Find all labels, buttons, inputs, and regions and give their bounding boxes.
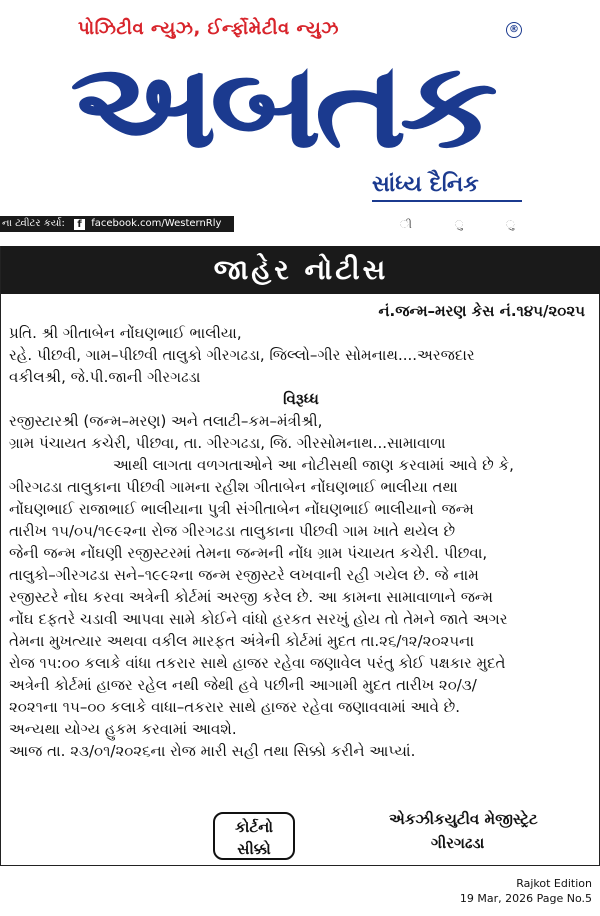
stamp-line: સીક્કો <box>237 840 271 858</box>
masthead-tagline: પોઝિટીવ ન્યુઝ, ઈર્ન્ફોમેટીવ ન્યુઝ <box>78 18 339 39</box>
notice-body <box>9 300 593 762</box>
masthead <box>0 0 600 212</box>
respondent-line: રજીસ્ટારશ્રી (જન્મ–મરણ) અને તલાટી–કમ–મંત્રીશ્રી, <box>9 412 323 430</box>
case-number: નં.જન્મ–મરણ કેસ નં.૧૪૫/૨૦૨૫ <box>378 302 585 320</box>
registered-mark-icon: ® <box>506 22 522 38</box>
para-line: અત્રેની કોર્ટમાં હાજર રહેલ નથી જેથી હવે પછીની આગામી મુદત તારીખ ૨૦/૩/ <box>9 676 477 694</box>
brand-logo <box>70 30 530 180</box>
para-line: તેમના મુખત્યાર અથવા વકીલ મારફત અંત્રેની કોર્ટમાં મુદત તા.૨૬/૧૨/૨૦૨૫ના <box>9 632 474 650</box>
notice-heading: જાહેર નોટીસ <box>1 246 600 294</box>
para-line: ગીરગઢડા તાલુકાના પીછવી ગામના રહીશ ગીતાબેન નોંઘણભાઈ ભાલીયા તથા <box>9 478 458 496</box>
para-line: તારીખ ૧૫/૦૫/૧૯૯૨ના રોજ ગીરગઢડા તાલુકાના પીછવી ગામ ખાતે થયેલ છે <box>9 522 456 540</box>
para-line: આજ તા. ૨૩/૦૧/૨૦૨૬ના રોજ મારી સહી તથા સિક્કો કરીને આપ્યાં. <box>9 742 416 760</box>
para-line: જેની જન્મ નોંઘણી રજીસ્ટરમાં તેમના જન્મની નોંધ ગ્રામ પંચાયત કચેરી. પીછવા, <box>9 544 488 562</box>
facebook-icon: f <box>74 219 85 230</box>
signatory-title: એકઝીકયુટીવ મેજીસ્ટ્રેટ <box>389 810 538 828</box>
masthead-subtitle: સાંધ્ય દૈનિક <box>372 172 479 197</box>
para-line: આથી લાગતા વળગતાઓને આ નોટીસથી જાણ કરવામાં આવે છે કે, <box>113 456 514 474</box>
notice-line: પ્રતિ. શ્રી ગીતાબેન નોંઘણભાઈ ભાલીયા, <box>9 324 242 342</box>
court-seal-stamp <box>213 812 295 860</box>
para-line: રોજ ૧૫:૦૦ કલાકે વાંધા તકરાર સાથે હાજર રહેવા જણાવેલ પરંતુ કોઈ પક્ષકાર મુદતે <box>9 654 506 672</box>
para-line: તાલુકો–ગીરગઢડા સને–૧૯૯૨ના જન્મ રજીસ્ટરે લખવાની રહી ગયેલ છે. જે નામ <box>9 566 479 584</box>
edition-date-page: 19 Mar, 2026 Page No.5 <box>459 892 592 905</box>
signatory-place: ગીરગઢડા <box>431 834 485 852</box>
top-strip <box>0 216 600 232</box>
para-line: અન્યથા યોગ્ય હુકમ કરવામાં આવશે. <box>9 720 237 738</box>
subtitle-underline <box>372 200 522 202</box>
respondent-line: ગ્રામ પંચાયત કચેરી, પીછવા, તા. ગીરગઢડા, જિ. ગીરસોમનાથ...સામાવાળા <box>9 434 446 452</box>
versus-label: વિરૂધ્ધ <box>283 390 319 408</box>
edition-name: Rajkot Edition <box>516 877 592 890</box>
para-line: રજીસ્ટરે નોઘ કરવા અત્રેની કોર્ટમાં અરજી કરેલ છે. આ કામના સામાવાળાને જન્મ <box>9 588 493 606</box>
facebook-link[interactable]: facebook.com/WesternRly <box>91 218 222 229</box>
para-line: ૨૦૨૧ના ૧૫–૦૦ કલાકે વાધા–તકરાર સાથે હાજર રહેવા જણાવવામાં આવે છે. <box>9 698 461 716</box>
para-line: નોંઘ દફતરે ચડાવી આપવા સામે કોઈને વાંધો હરકત સરખું હોય તો તેમને જાતે અગર <box>9 610 508 628</box>
stamp-line: કોર્ટનો <box>235 818 273 836</box>
strip-banner <box>0 216 234 232</box>
brand-name: અબતક <box>70 36 492 174</box>
notice-line: વકીલશ્રી, જે.પી.જાની ગીરગઢડા <box>9 368 201 386</box>
strip-label: ના ટ્વીટર કર્યા: <box>2 218 65 229</box>
public-notice <box>0 246 600 866</box>
notice-line: રહે. પીછવી, ગામ–પીછવી તાલુકો ગીરગઢડા, જિલ્લો–ગીર સોમનાથ....અરજદાર <box>9 346 475 364</box>
edition-info <box>460 876 592 906</box>
strip-marks: ી ુ ુ <box>400 218 555 231</box>
para-line: નોંઘણભાઈ રાજાભાઈ ભાલીયાના પુત્રી સંગીતાબેન નોંઘણભાઈ ભાલીયાનો જન્મ <box>9 500 474 518</box>
